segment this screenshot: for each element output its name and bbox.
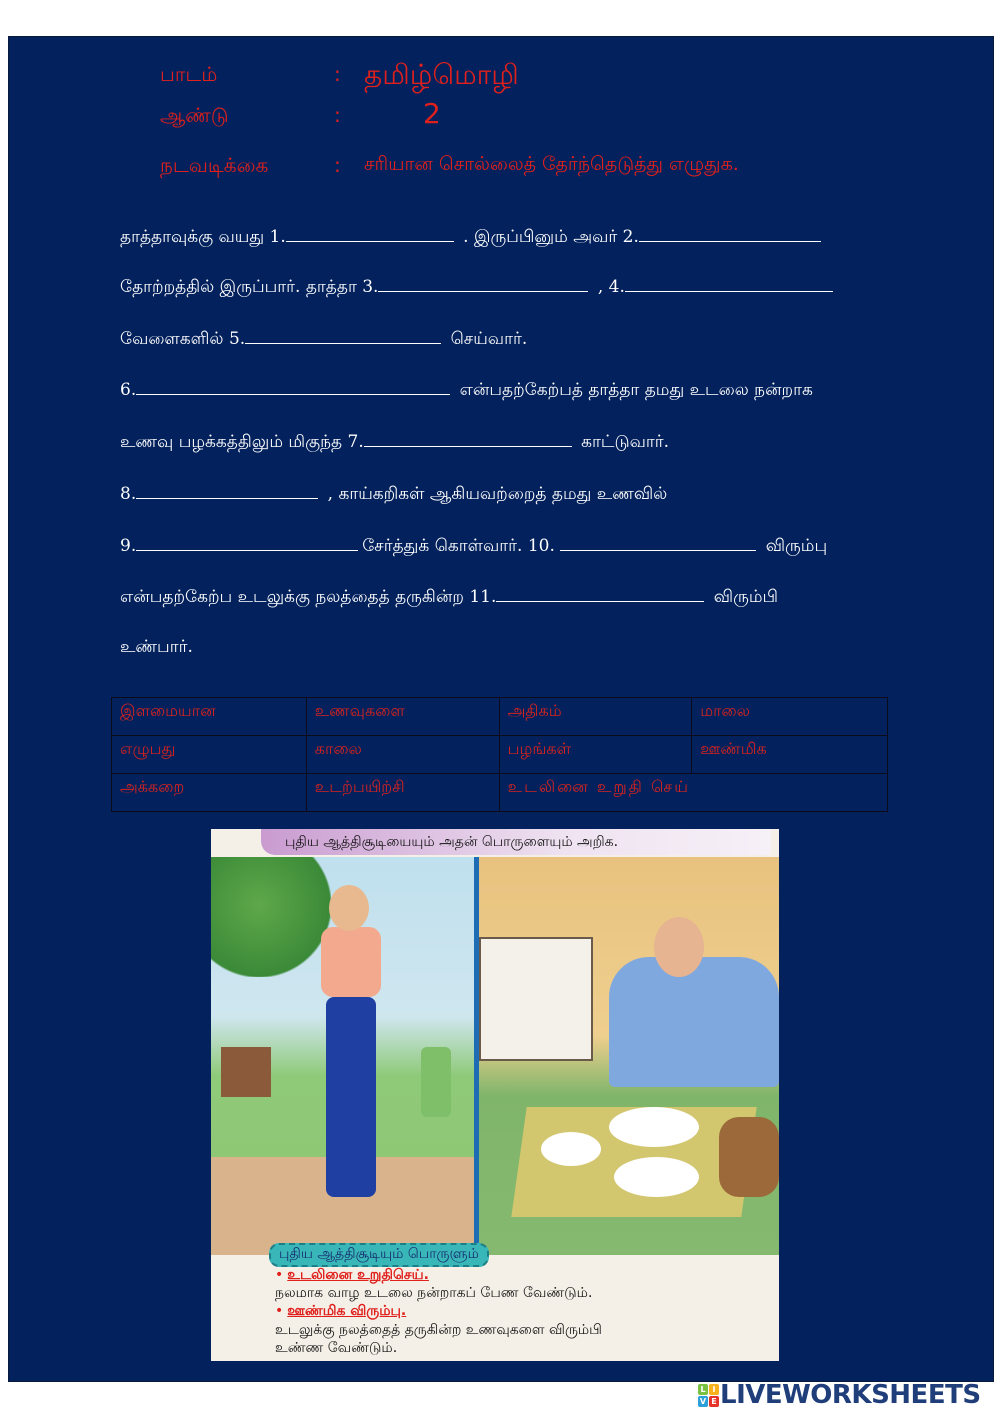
passage-text: , காய்கறிகள் ஆகியவற்றைத் தமது உணவில் <box>322 484 668 504</box>
passage-text: சேர்த்துக் கொள்வார். 10. <box>362 536 561 556</box>
bench <box>221 1047 271 1097</box>
word-option[interactable]: உடலினை உறுதி செய் <box>499 774 887 812</box>
subject-value: தமிழ்மொழி <box>364 58 519 91</box>
word-option[interactable]: உணவுகளை <box>306 698 499 736</box>
box-tag: புதிய ஆத்திசூடியும் பொருளும் <box>269 1243 489 1267</box>
item-2-text-a: உடலுக்கு நலத்தைத் தருகின்ற உணவுகளை விரும்பி <box>275 1322 602 1338</box>
passage-text: தோற்றத்தில் இருப்பார். தாத்தா 3. <box>120 277 379 297</box>
passage-text: காட்டுவார். <box>575 432 670 452</box>
word-option[interactable]: அக்கறை <box>112 774 307 812</box>
word-option[interactable]: உடற்பயிற்சி <box>306 774 499 812</box>
cabinet <box>479 937 593 1061</box>
passage-text: வேளைகளில் 5. <box>120 329 246 349</box>
word-option[interactable]: அதிகம் <box>499 698 692 736</box>
blank-2[interactable] <box>639 223 821 242</box>
word-bank-row <box>112 736 888 774</box>
liveworksheets-logo-icon <box>698 1384 718 1406</box>
blank-1[interactable] <box>286 223 454 242</box>
blank-6[interactable] <box>136 376 450 395</box>
passage-text: 8. <box>120 484 137 504</box>
bullet-icon: • <box>275 1303 284 1319</box>
passage-line-5 <box>120 428 669 454</box>
passage-text: விரும்பு <box>760 536 828 556</box>
man-head <box>329 885 369 931</box>
activity-colon: : <box>334 153 341 177</box>
fruit-bowl <box>541 1132 601 1166</box>
jogging-scene-image <box>211 857 474 1255</box>
activity-label: நடவடிக்கை <box>160 153 269 177</box>
blank-8[interactable] <box>136 480 318 499</box>
liveworksheets-brand[interactable] <box>698 1380 981 1410</box>
brand-name: LIVEWORKSHEETS <box>720 1380 981 1410</box>
illustration-title: புதிய ஆத்திசூடியையும் அதன் பொருளையும் அறிக. <box>261 829 771 855</box>
item-2-text-b: உண்ண வேண்டும். <box>275 1340 398 1356</box>
word-option[interactable]: ஊண்மிக <box>692 736 888 774</box>
passage-line-7 <box>120 532 827 558</box>
passage-text: உணவு பழக்கத்திலும் மிகுந்த 7. <box>120 432 364 452</box>
passage-line-6 <box>120 480 667 506</box>
subject-colon: : <box>334 62 341 86</box>
fruit-basket <box>719 1117 779 1197</box>
word-bank-row <box>112 698 888 736</box>
year-value: 2 <box>423 97 441 130</box>
word-bank-row <box>112 774 888 812</box>
bin <box>421 1047 451 1117</box>
activity-instruction: சரியான சொல்லைத் தேர்ந்தெடுத்து எழுதுக. <box>364 153 739 175</box>
passage-line-4 <box>120 376 813 402</box>
man-shirt <box>321 927 381 997</box>
passage-line-1 <box>120 223 825 249</box>
blank-9[interactable] <box>136 532 358 551</box>
blank-10[interactable] <box>560 532 756 551</box>
passage-line-2 <box>120 273 837 299</box>
tree-icon <box>211 857 331 977</box>
logo-letter: E <box>709 1396 719 1407</box>
salad-plate <box>609 1107 699 1147</box>
passage-text: 9. <box>120 536 137 556</box>
item-heading-text: ஊண்மிக விரும்பு. <box>287 1303 407 1319</box>
year-colon: : <box>334 103 341 127</box>
blank-3[interactable] <box>378 273 588 292</box>
passage-text: என்பதற்கேற்ப உடலுக்கு நலத்தைத் தருகின்ற 11. <box>120 587 497 607</box>
passage-text: உண்பார். <box>120 637 193 657</box>
item-heading-text: உடலினை உறுதிசெய். <box>287 1267 429 1283</box>
word-bank-table <box>111 697 888 812</box>
word-option[interactable]: மாலை <box>692 698 888 736</box>
passage-text: என்பதற்கேற்பத் தாத்தா தமது உடலை நன்றாக <box>454 380 813 400</box>
man-blue-shirt <box>609 957 779 1087</box>
blank-11[interactable] <box>496 583 704 602</box>
aathichoodi-box <box>269 1243 739 1361</box>
passage-line-3 <box>120 325 527 351</box>
man-head <box>654 917 704 977</box>
item-1-text: நலமாக வாழ உடலை நன்றாகப் பேண வேண்டும். <box>275 1285 593 1301</box>
passage-line-8 <box>120 583 778 609</box>
man-trousers <box>326 997 376 1197</box>
blank-7[interactable] <box>364 428 572 447</box>
eating-scene-image <box>479 857 779 1255</box>
word-option[interactable]: காலை <box>306 736 499 774</box>
logo-letter: V <box>699 1397 707 1406</box>
passage-text: தாத்தாவுக்கு வயது 1. <box>120 227 286 247</box>
textbook-illustration <box>211 829 779 1361</box>
word-option[interactable]: இளமையான <box>112 698 307 736</box>
passage-text: விரும்பி <box>708 587 779 607</box>
word-option[interactable]: எழுபது <box>112 736 307 774</box>
passage-text: . இருப்பினும் அவர் 2. <box>457 227 639 247</box>
apple-plate <box>614 1157 699 1197</box>
item-2-heading <box>275 1303 406 1321</box>
blank-4[interactable] <box>625 273 833 292</box>
year-label: ஆண்டு <box>160 103 229 127</box>
bullet-icon: • <box>275 1267 284 1283</box>
item-1-heading <box>275 1267 429 1285</box>
logo-letter: L <box>698 1384 708 1395</box>
passage-line-9 <box>120 634 193 660</box>
subject-label: பாடம் <box>160 62 218 86</box>
logo-letter: I <box>709 1384 719 1395</box>
passage-text: செய்வார். <box>445 329 528 349</box>
passage-text: , 4. <box>592 277 625 297</box>
blank-5[interactable] <box>245 325 441 344</box>
passage-text: 6. <box>120 380 137 400</box>
word-option[interactable]: பழங்கள் <box>499 736 692 774</box>
